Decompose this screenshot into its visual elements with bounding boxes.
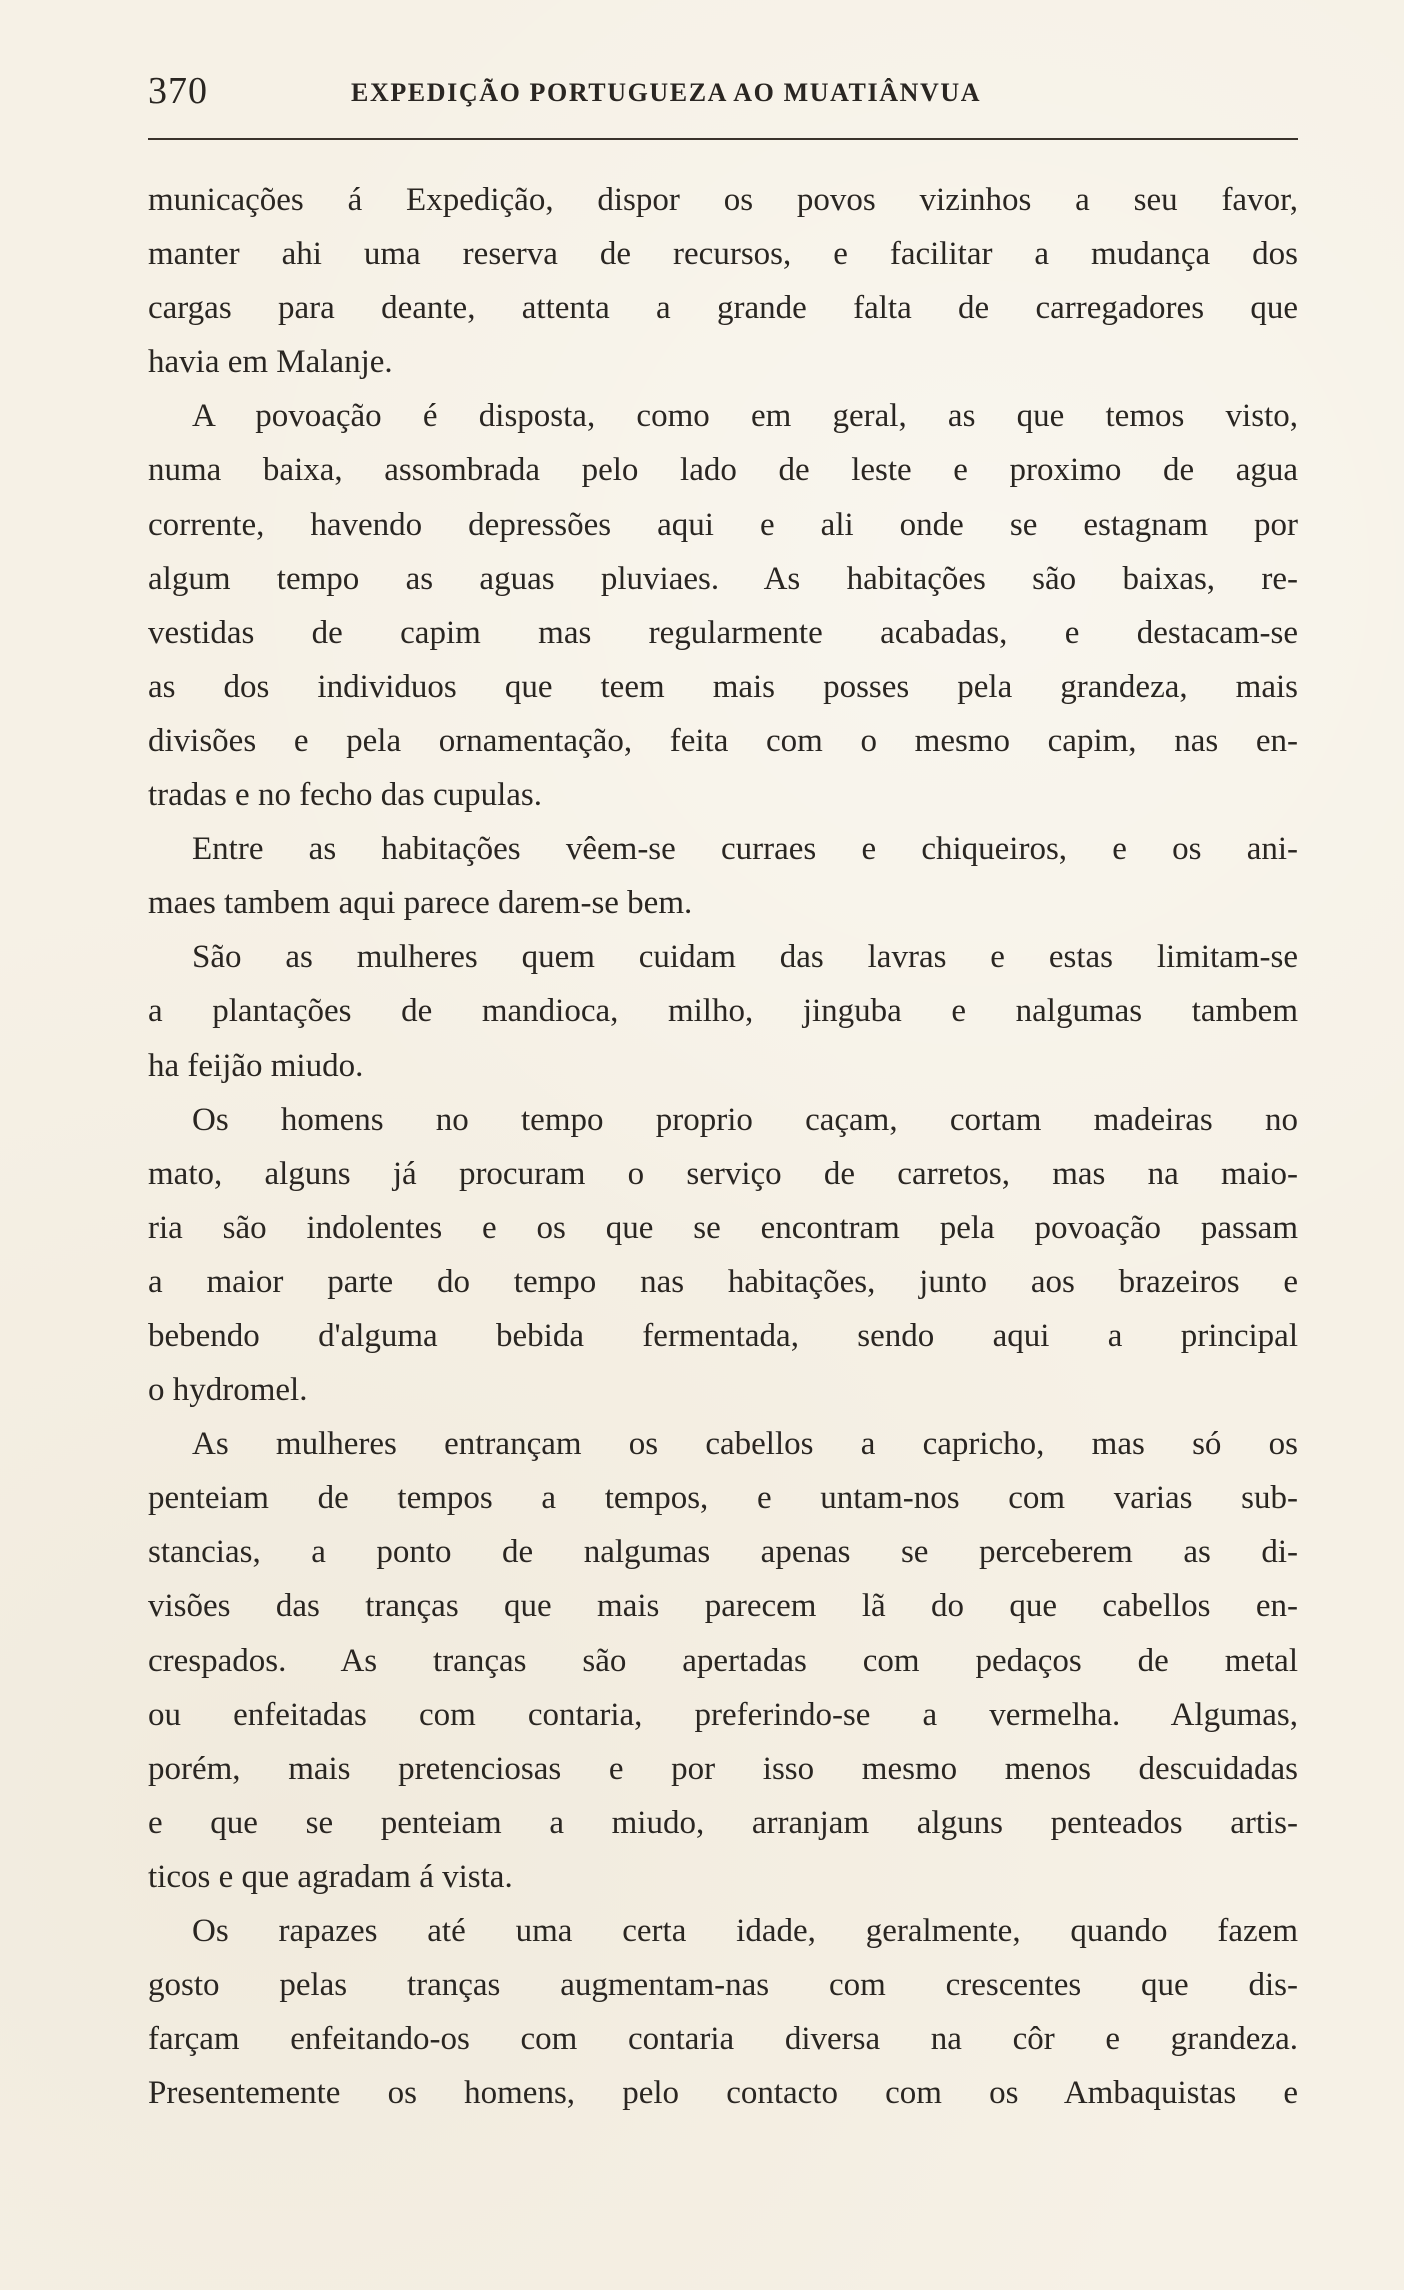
text-line: vestidas de capim mas regularmente acabadas, e destacam-se: [148, 614, 1298, 651]
running-title: EXPEDIÇÃO PORTUGUEZA AO MUATIÂNVUA: [351, 78, 982, 107]
text-line: gosto pelas tranças augmentam-nas com crescentes que dis-: [148, 1967, 1298, 2004]
paragraph-start-line: A povoação é disposta, como em geral, as que temos visto,: [192, 398, 1298, 435]
paragraph-start-line: Entre as habitações vêem-se curraes e chiqueiros, e os ani-: [192, 831, 1298, 868]
text-line: ou enfeitadas com contaria, preferindo-se a vermelha. Algumas,: [148, 1696, 1298, 1733]
header-rule: [148, 138, 1298, 140]
text-line: farçam enfeitando-os com contaria diversa na côr e grandeza.: [148, 2021, 1298, 2058]
text-line: ria são indolentes e os que se encontram pela povoação passam: [148, 1209, 1298, 1246]
text-line: ha feijão miudo.: [148, 1047, 364, 1084]
text-line: penteiam de tempos a tempos, e untam-nos com varias sub-: [148, 1480, 1298, 1517]
text-line: as dos individuos que teem mais posses pela grandeza, mais: [148, 668, 1298, 705]
text-line: cargas para deante, attenta a grande falta de carregadores que: [148, 290, 1298, 327]
text-line: a plantações de mandioca, milho, jinguba e nalgumas tambem: [148, 993, 1298, 1030]
page-header: [148, 70, 1298, 122]
text-line: a maior parte do tempo nas habitações, junto aos brazeiros e: [148, 1263, 1298, 1300]
text-line: ticos e que agradam á vista.: [148, 1858, 513, 1895]
paragraph-start-line: São as mulheres quem cuidam das lavras e estas limitam-se: [192, 939, 1298, 976]
text-line: crespados. As tranças são apertadas com pedaços de metal: [148, 1642, 1298, 1679]
text-line: bebendo d'alguma bebida fermentada, sendo aqui a principal: [148, 1317, 1298, 1354]
main-text: [148, 173, 1298, 2120]
text-line: stancias, a ponto de nalgumas apenas se perceberem as di-: [148, 1534, 1298, 1571]
paragraph-start-line: Os rapazes até uma certa idade, geralmente, quando fazem: [192, 1913, 1298, 1949]
text-line: numa baixa, assombrada pelo lado de leste e proximo de agua: [148, 452, 1298, 489]
text-line: o hydromel.: [148, 1372, 308, 1409]
paragraph-start-line: Os homens no tempo proprio caçam, cortam madeiras no: [192, 1101, 1298, 1138]
text-line: havia em Malanje.: [148, 344, 393, 381]
text-line: e que se penteiam a miudo, arranjam alguns penteados artis-: [148, 1804, 1298, 1841]
text-line: algum tempo as aguas pluviaes. As habitações são baixas, re-: [148, 560, 1298, 597]
text-line: manter ahi uma reserva de recursos, e facilitar a mudança dos: [148, 236, 1298, 273]
text-line: corrente, havendo depressões aqui e ali onde se estagnam por: [148, 506, 1298, 543]
text-line: porém, mais pretenciosas e por isso mesmo menos descuidadas: [148, 1750, 1298, 1787]
text-line: maes tambem aqui parece darem-se bem.: [148, 885, 693, 922]
text-line: mato, alguns já procuram o serviço de carretos, mas na maio-: [148, 1155, 1298, 1192]
text-line: visões das tranças que mais parecem lã do que cabellos en-: [148, 1588, 1298, 1625]
paragraph-start-line: As mulheres entrançam os cabellos a capricho, mas só os: [192, 1426, 1298, 1463]
text-line: tradas e no fecho das cupulas.: [148, 777, 543, 814]
text-line: divisões e pela ornamentação, feita com o mesmo capim, nas en-: [148, 722, 1298, 759]
text-line: Presentemente os homens, pelo contacto com os Ambaquistas e: [148, 2075, 1298, 2112]
page-number: 370: [148, 70, 208, 112]
text-line: municações á Expedição, dispor os povos vizinhos a seu favor,: [148, 182, 1298, 218]
